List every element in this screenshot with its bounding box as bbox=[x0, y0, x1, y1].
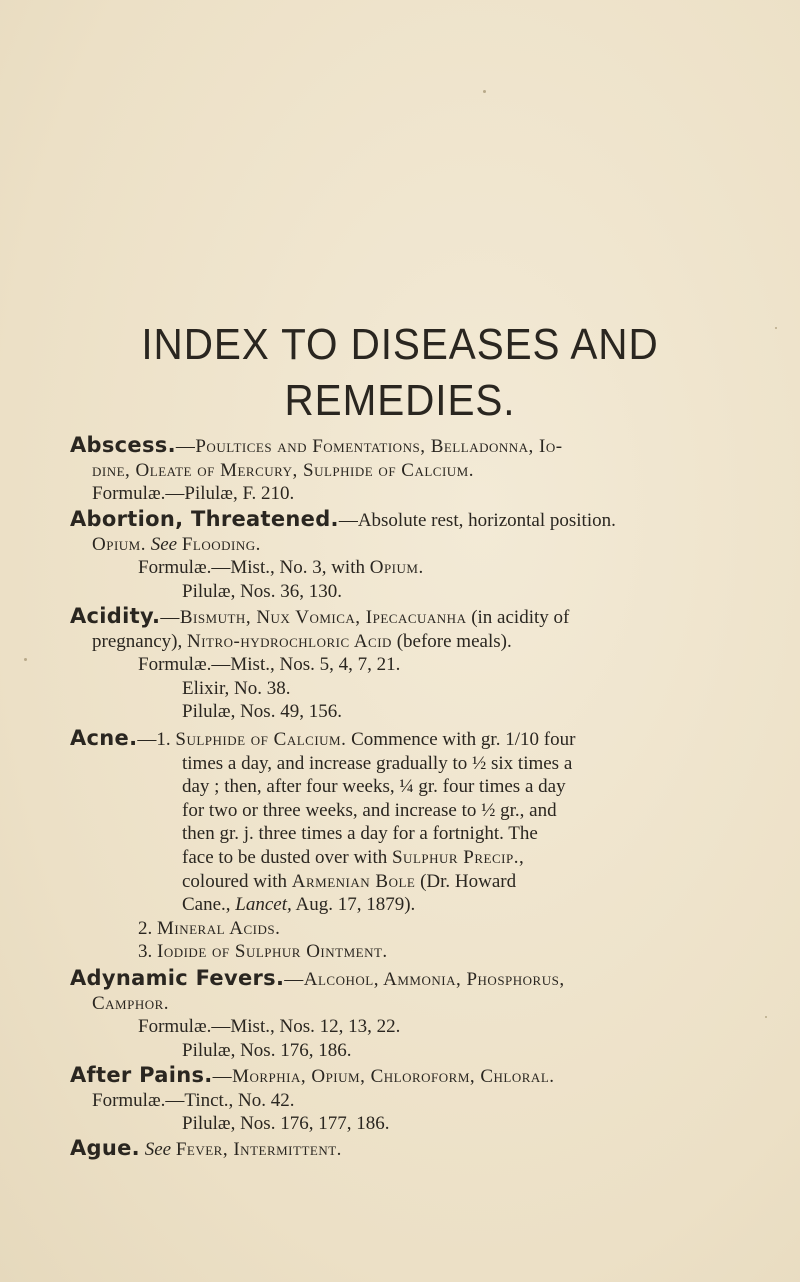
entry-formulae-pilulae: Pilulæ, Nos. 176, 186. bbox=[182, 1039, 352, 1061]
entry-heading: Abortion, Threatened. bbox=[70, 507, 339, 531]
entry-heading: Acidity. bbox=[70, 604, 161, 628]
see-reference: See bbox=[150, 533, 178, 555]
entry-heading: After Pains. bbox=[70, 1063, 213, 1087]
entry-heading: Acne. bbox=[70, 726, 138, 750]
entry-dosage-cont: for two or three weeks, and increase to ½ gr., and bbox=[182, 799, 557, 821]
cross-reference: Fever, Intermittent. bbox=[175, 1139, 342, 1160]
entry-formulae: Formulæ.—Mist., Nos. 5, 4, 7, 21. bbox=[138, 654, 401, 676]
entry-acidity bbox=[70, 605, 750, 724]
entry-remedies-cont: dine, Oleate of Mercury, Sulphide of Calcium. bbox=[92, 459, 474, 481]
entry-formulae-pilulae: Pilulæ, Nos. 176, 177, 186. bbox=[182, 1113, 390, 1135]
entry-ague bbox=[70, 1137, 750, 1162]
entry-note: (in acidity of bbox=[471, 607, 570, 628]
entry-formulae-elixir: Elixir, No. 38. bbox=[182, 677, 291, 699]
entry-remedies: —Alcohol, Ammonia, Phosphorus, bbox=[284, 969, 565, 990]
entry-remedies: —Morphia, Opium, Chloroform, Chloral. bbox=[212, 1066, 555, 1087]
entry-adynamic-fevers bbox=[70, 967, 750, 1062]
entry-heading: Abscess. bbox=[70, 433, 176, 457]
entry-dosage-cont: face to be dusted over with bbox=[182, 846, 388, 868]
list-number: —1. bbox=[137, 729, 171, 750]
entry-remedy: Iodide of Sulphur Ointment. bbox=[157, 941, 388, 963]
entry-formulae: Formulæ.—Pilulæ, F. 210. bbox=[92, 483, 295, 505]
entry-remedy: Sulphur Precip., bbox=[391, 846, 525, 868]
entry-remedy: Armenian Bole bbox=[291, 870, 416, 892]
page-title-line-2: REMEDIES. bbox=[284, 376, 516, 425]
entry-citation: Cane., bbox=[182, 894, 231, 916]
entry-dosage-cont: then gr. j. three times a day for a fortnight. The bbox=[182, 823, 538, 845]
entry-remedy: Opium. bbox=[369, 557, 424, 579]
entry-formulae-pilulae: Pilulæ, Nos. 49, 156. bbox=[182, 701, 342, 723]
see-reference: See bbox=[144, 1139, 172, 1160]
entry-citation: (Dr. Howard bbox=[420, 870, 517, 892]
cross-reference: Flooding. bbox=[181, 533, 261, 555]
list-number: 3. bbox=[138, 941, 153, 963]
entry-dosage-cont: coloured with bbox=[182, 870, 288, 892]
entry-heading: Ague. bbox=[70, 1136, 140, 1160]
entry-dosage-cont: times a day, and increase gradually to ½ six times a bbox=[182, 752, 573, 774]
entry-remedies-cont: Camphor. bbox=[92, 992, 170, 1014]
entry-note: (before meals). bbox=[396, 630, 512, 652]
entry-formulae: Formulæ.—Mist., No. 3, with bbox=[138, 557, 365, 579]
entry-abortion bbox=[70, 508, 750, 603]
entry-acne bbox=[70, 727, 750, 964]
paper-speck bbox=[483, 90, 486, 93]
entry-remedies: —Bismuth, Nux Vomica, Ipecacuanha bbox=[160, 607, 467, 628]
citation-journal: Lancet, bbox=[235, 894, 292, 916]
entry-heading: Adynamic Fevers. bbox=[70, 966, 285, 990]
paper-speck bbox=[775, 327, 777, 329]
entry-note: pregnancy), bbox=[92, 630, 183, 652]
entry-remedy: Nitro-hydrochloric Acid bbox=[186, 630, 392, 652]
entry-remedies: —Absolute rest, horizontal position. bbox=[338, 510, 616, 531]
entry-formulae-pilulae: Pilulæ, Nos. 36, 130. bbox=[182, 580, 342, 602]
entry-dosage-cont: day ; then, after four weeks, ¼ gr. four times a day bbox=[182, 776, 566, 798]
entry-remedy: Mineral Acids. bbox=[157, 917, 281, 939]
entry-remedy: Sulphide of Calcium. bbox=[175, 729, 347, 750]
entry-abscess bbox=[70, 434, 750, 506]
entry-formulae: Formulæ.—Tinct., No. 42. bbox=[92, 1089, 295, 1111]
paper-speck bbox=[24, 658, 27, 661]
page-title-line-1: INDEX TO DISEASES AND bbox=[141, 320, 659, 369]
entry-citation: Aug. 17, 1879). bbox=[295, 894, 416, 916]
paper-speck bbox=[765, 1016, 767, 1018]
entry-after-pains bbox=[70, 1064, 750, 1136]
entry-dosage: Commence with gr. 1/10 four bbox=[351, 729, 576, 750]
entry-remedy: Opium. bbox=[92, 533, 146, 555]
entry-remedies: —Poultices and Fomentations, Belladonna, Io- bbox=[175, 436, 563, 457]
entry-formulae: Formulæ.—Mist., Nos. 12, 13, 22. bbox=[138, 1016, 401, 1038]
list-number: 2. bbox=[138, 917, 153, 939]
